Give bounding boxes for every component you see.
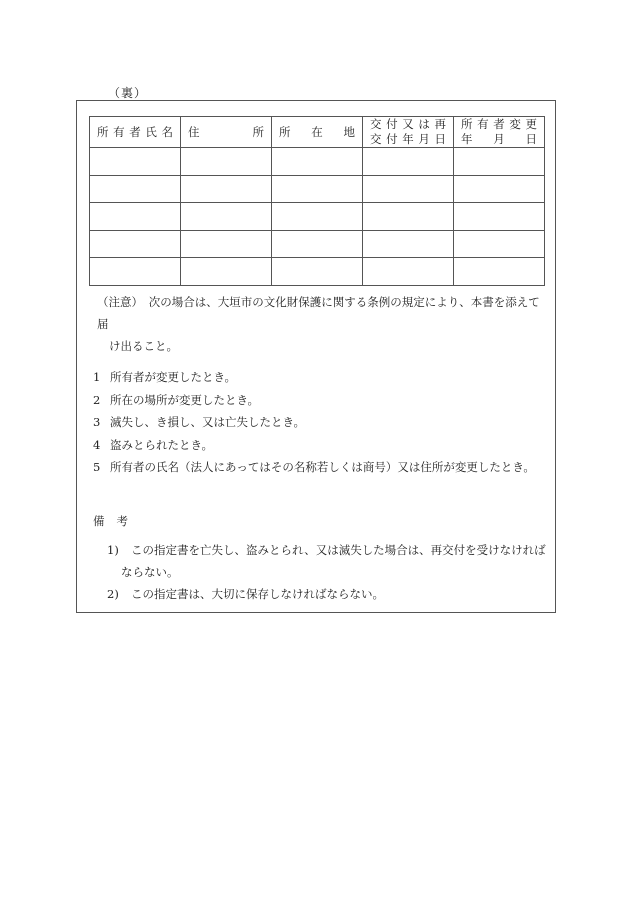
header-char: 所 bbox=[97, 125, 109, 139]
table-cell bbox=[454, 203, 545, 231]
table-cell bbox=[90, 148, 181, 176]
header-char: 名 bbox=[161, 125, 173, 139]
header-issue-date bbox=[363, 117, 454, 148]
header-owner-change-date bbox=[454, 117, 545, 148]
table-cell bbox=[363, 148, 454, 176]
table-cell bbox=[90, 258, 181, 286]
header-char: 日 bbox=[525, 132, 537, 146]
header-char: 所 bbox=[279, 125, 291, 139]
header-address bbox=[181, 117, 272, 148]
condition-list bbox=[93, 366, 543, 479]
header-char: 付 bbox=[386, 117, 398, 131]
header-char: 年 bbox=[402, 132, 414, 146]
header-char: 年 bbox=[461, 132, 473, 146]
header-owner-name bbox=[90, 117, 181, 148]
table-cell bbox=[454, 258, 545, 286]
header-char: 住 bbox=[188, 125, 200, 139]
table-cell bbox=[90, 203, 181, 231]
table-cell bbox=[272, 258, 363, 286]
list-item: 2 所在の場所が変更したとき。 bbox=[93, 392, 260, 407]
table-cell bbox=[272, 230, 363, 258]
table-row bbox=[90, 203, 545, 231]
remarks-title: 備考 bbox=[93, 514, 140, 528]
header-char: 交 bbox=[370, 117, 382, 131]
header-char: は bbox=[418, 117, 430, 131]
table-cell bbox=[181, 203, 272, 231]
table-header-row bbox=[90, 117, 545, 148]
header-char: 月 bbox=[418, 132, 430, 146]
header-char: 交 bbox=[370, 132, 382, 146]
table-cell bbox=[454, 175, 545, 203]
header-char: 者 bbox=[493, 117, 505, 131]
table-cell bbox=[363, 230, 454, 258]
table-row bbox=[90, 258, 545, 286]
table-cell bbox=[363, 175, 454, 203]
table-row bbox=[90, 230, 545, 258]
header-char: 日 bbox=[434, 132, 446, 146]
table-cell bbox=[181, 175, 272, 203]
table-row bbox=[90, 175, 545, 203]
table-cell bbox=[90, 175, 181, 203]
table-cell bbox=[90, 230, 181, 258]
notice-line-2: け出ること。 bbox=[109, 339, 178, 353]
list-item: 1) この指定書を亡失し、盗みとられ、又は滅失した場合は、再交付を受けなければ ならない。 bbox=[107, 543, 546, 579]
list-item: 2) この指定書は、大切に保存しなければならない。 bbox=[107, 587, 384, 601]
form-frame bbox=[76, 100, 556, 613]
header-char: 有 bbox=[113, 125, 125, 139]
table-cell bbox=[181, 148, 272, 176]
header-char: 在 bbox=[311, 125, 323, 139]
table-row bbox=[90, 148, 545, 176]
header-char: 変 bbox=[509, 117, 521, 131]
page-side-label: （裏） bbox=[108, 86, 148, 100]
header-char: 所 bbox=[461, 117, 473, 131]
list-item: 1 所有者が変更したとき。 bbox=[93, 370, 237, 384]
header-char: 所 bbox=[252, 125, 264, 139]
header-char: 月 bbox=[493, 132, 505, 146]
table-cell bbox=[363, 203, 454, 231]
remarks-list bbox=[107, 539, 547, 605]
table-cell bbox=[181, 258, 272, 286]
ownership-table bbox=[89, 116, 545, 286]
table-cell bbox=[454, 148, 545, 176]
notice-line-1: （注意） 次の場合は、大垣市の文化財保護に関する条例の規定により、本書を添えて届 bbox=[97, 295, 540, 331]
table-cell bbox=[272, 175, 363, 203]
list-item: 4 盗みとられたとき。 bbox=[93, 437, 214, 452]
header-char: 又 bbox=[402, 117, 414, 131]
header-char: 氏 bbox=[145, 125, 157, 139]
header-location bbox=[272, 117, 363, 148]
list-item: 5 所有者の氏名（法人にあってはその名称若しくは商号）又は住所が変更したとき。 bbox=[93, 460, 535, 474]
table-cell bbox=[272, 203, 363, 231]
table-cell bbox=[363, 258, 454, 286]
table-cell bbox=[181, 230, 272, 258]
list-item: 3 滅失し、き損し、又は亡失したとき。 bbox=[93, 415, 306, 429]
header-char: 再 bbox=[434, 117, 446, 131]
notice-text bbox=[97, 291, 542, 357]
header-char: 者 bbox=[129, 125, 141, 139]
header-char: 地 bbox=[343, 125, 355, 139]
header-char: 有 bbox=[477, 117, 489, 131]
table-cell bbox=[454, 230, 545, 258]
header-char: 更 bbox=[525, 117, 537, 131]
header-char: 付 bbox=[386, 132, 398, 146]
table-cell bbox=[272, 148, 363, 176]
